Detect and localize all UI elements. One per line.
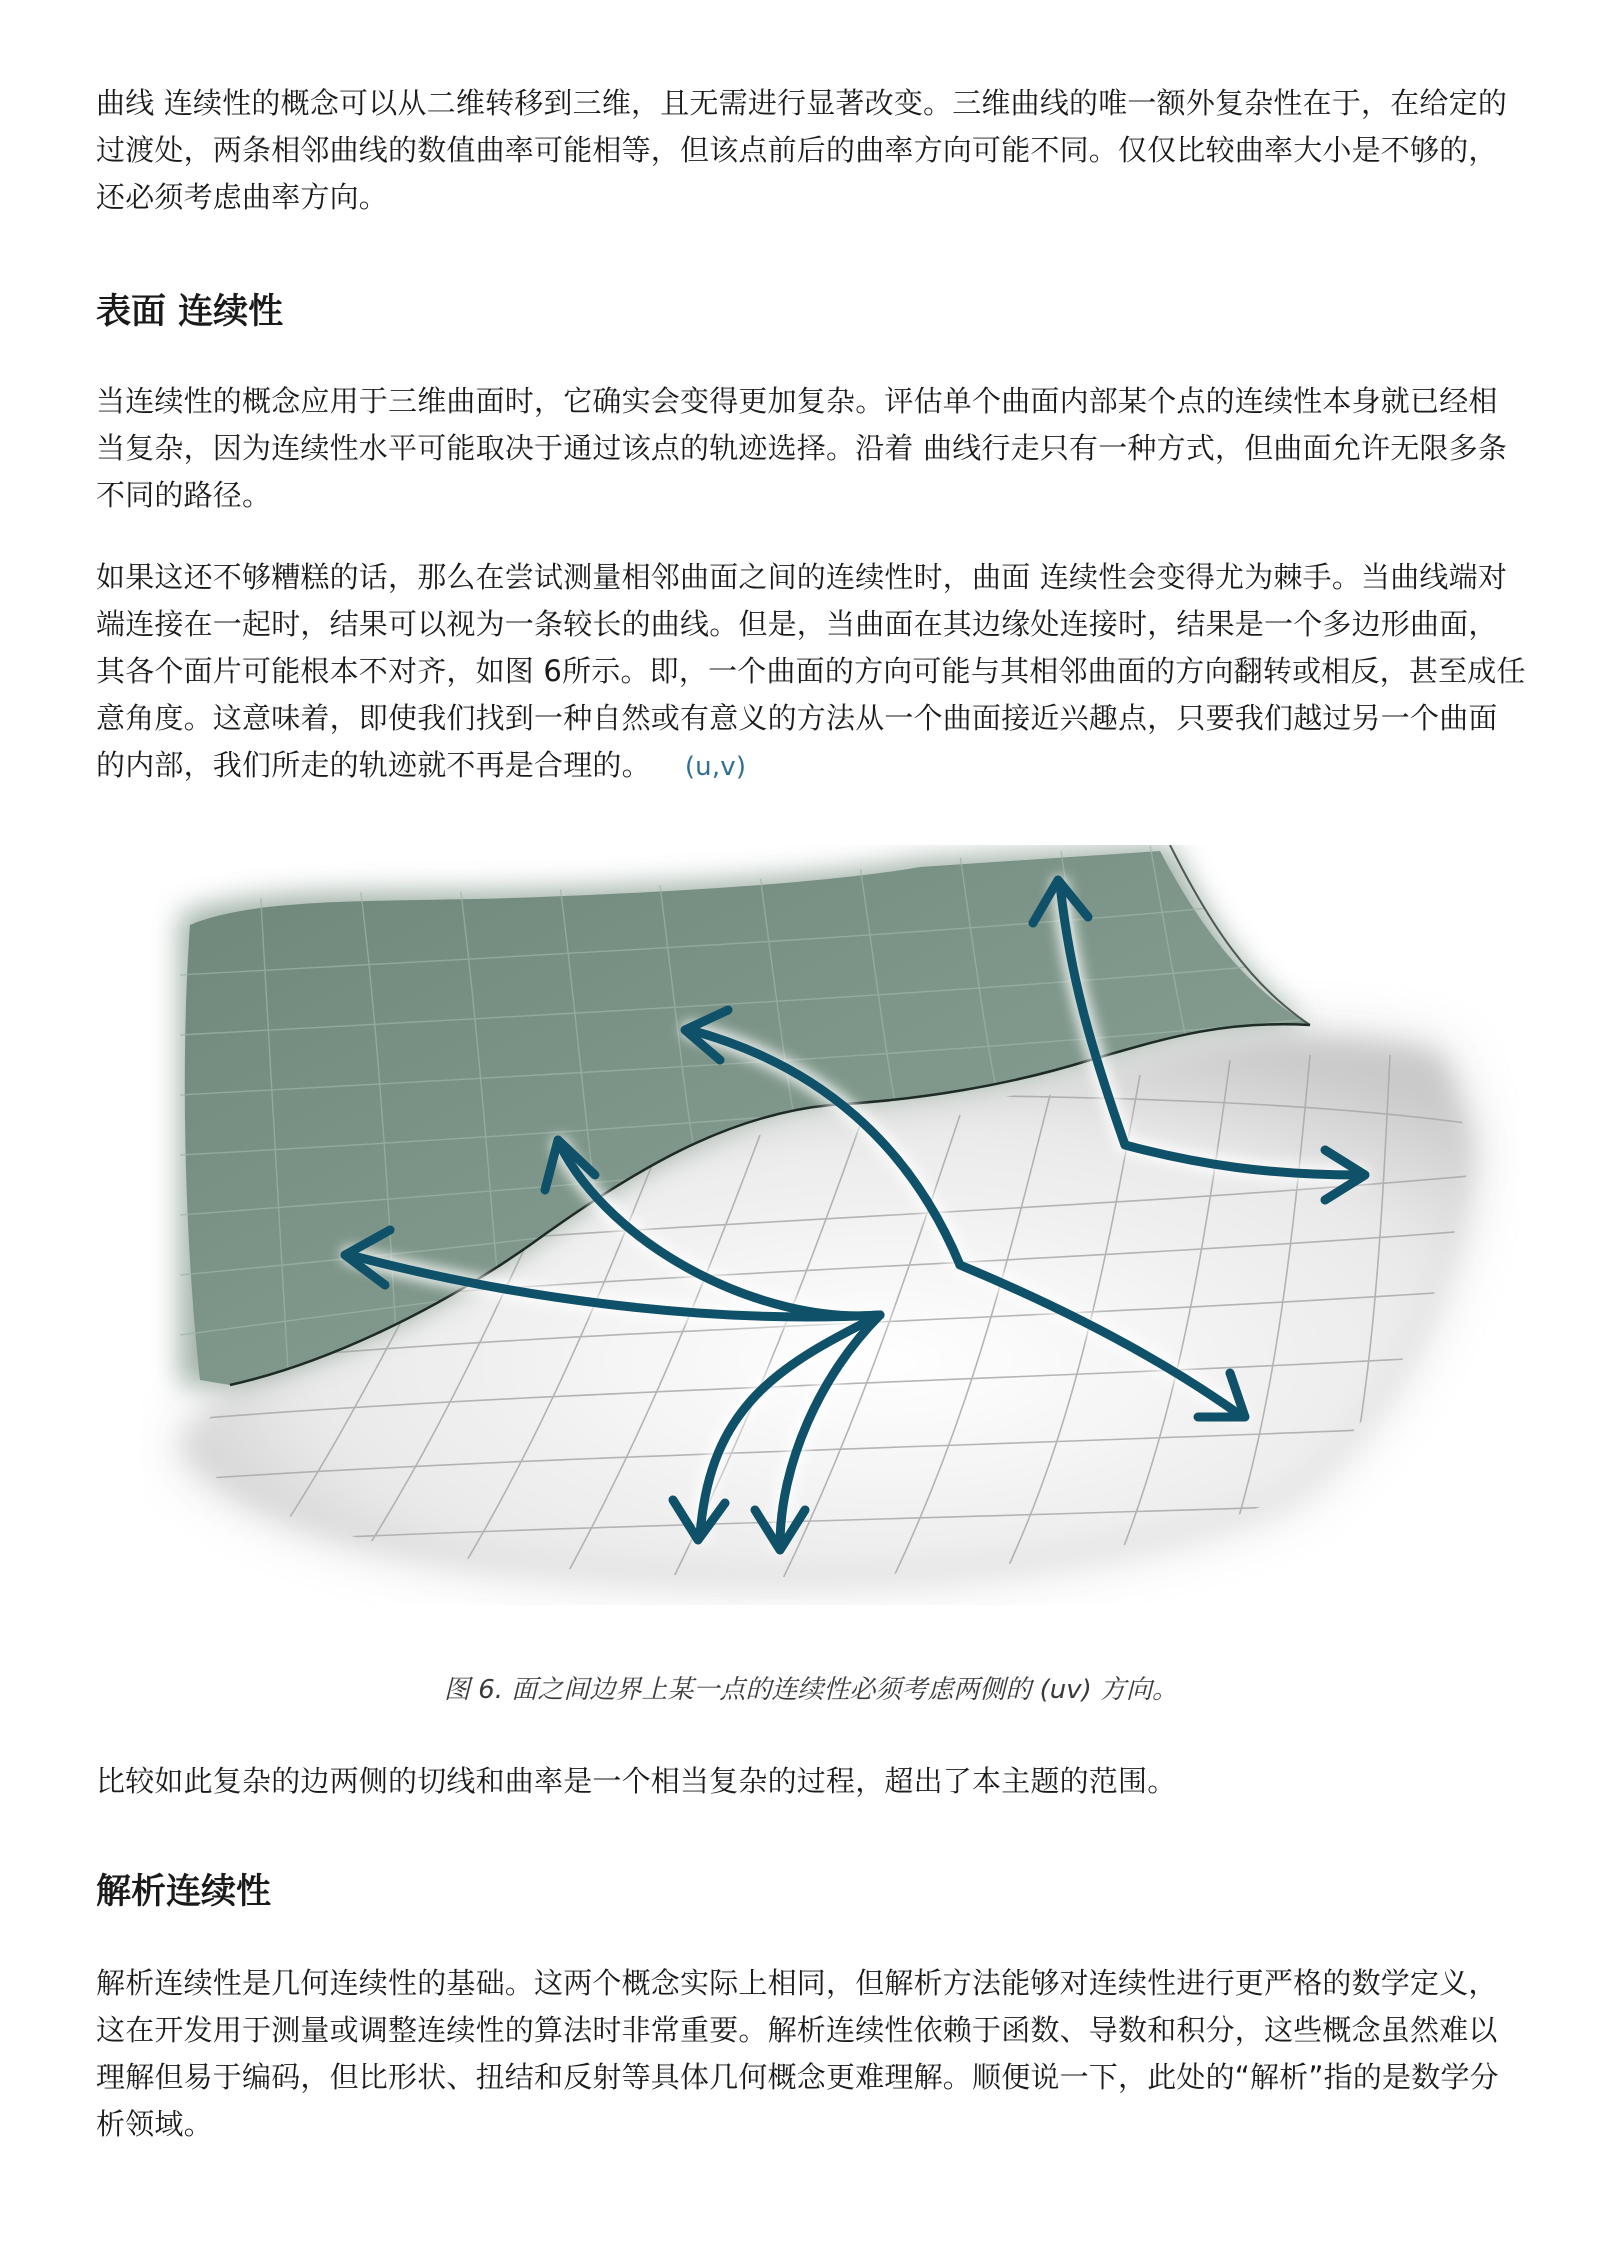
surface-illustration [140,845,1520,1605]
uv-note: (u,v) [684,752,747,782]
figure-caption: 图 6. 面之间边界上某一点的连续性必须考虑两侧的 (uv) 方向。 [443,1675,1179,1705]
paragraph-curve-continuity: 曲线 连续性的概念可以从二维转移到三维，且无需进行显著改变。三维曲线的唯一额外复杂性在于，在给定的过渡处，两条相邻曲线的数值曲率可能相等，但该点前后的曲率方向可能不同。仅仅比较曲率大小是不够的，还必须考虑曲率方向。 [96,86,1508,214]
paragraph-surface-complexity: 当连续性的概念应用于三维曲面时，它确实会变得更加复杂。评估单个曲面内部某个点的连续性本身就已经相当复杂，因为连续性水平可能取决于通过该点的轨迹选择。沿着 曲线行走只有一种方式，但曲面允许无限多条不同的路径。 [96,384,1508,512]
paragraph-analytic-continuity: 解析连续性是几何连续性的基础。这两个概念实际上相同，但解析方法能够对连续性进行更严格的数学定义，这在开发用于测量或调整连续性的算法时非常重要。解析连续性依赖于函数、导数和积分，这些概念虽然难以理解但易于编码，但比形状、扭结和反射等具体几何概念更难理解。顺便说一下，此处的“解析”指的是数学分析领域。 [96,1966,1499,2141]
heading-surface-continuity: 表面 连续性 [96,292,284,332]
figure-surface-boundary [140,845,1520,1605]
paragraph-adjacent-surfaces-text: 如果这还不够糟糕的话，那么在尝试测量相邻曲面之间的连续性时，曲面 连续性会变得尤为棘手。当曲线端对端连接在一起时，结果可以视为一条较长的曲线。但是，当曲面在其边缘处连接时，结果是一个多边形曲面，其各个面片可能根本不对齐，如图 6所示。即，一个曲面的方向可能与其相邻曲面的方向翻转或相反，甚至成任意角度。这意味着，即使我们找到一种自然或有意义的方法从一个曲面接近兴趣点，只要我们越过另一个曲面的内部，我们所走的轨迹就不再是合理的。 [96,560,1526,782]
paragraph-adjacent-surfaces [96,554,1526,791]
paragraph-tangent-comparison: 比较如此复杂的边两侧的切线和曲率是一个相当复杂的过程，超出了本主题的范围。 [96,1764,1177,1798]
heading-analytic-continuity: 解析连续性 [96,1872,272,1912]
